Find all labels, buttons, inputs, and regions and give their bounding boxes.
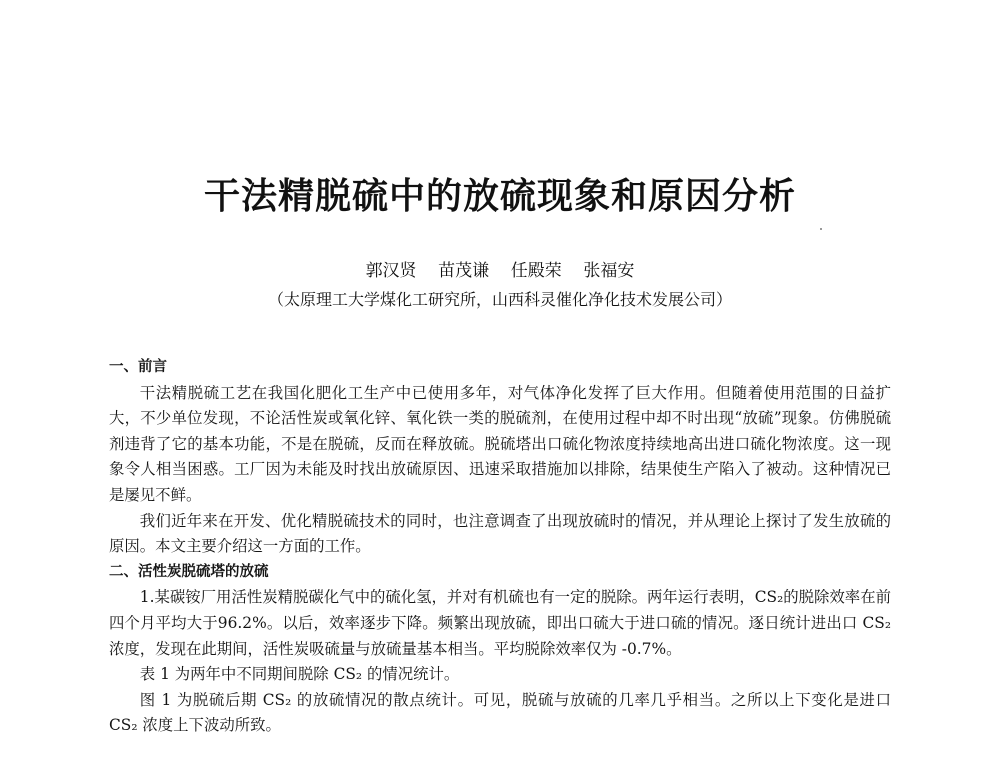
author-list: 郭汉贤 苗茂谦 任殿荣 张福安: [365, 261, 635, 281]
paragraph: 我们近年来在开发、优化精脱硫技术的同时，也注意调查了出现放硫时的情况，并从理论上探讨了发生放硫的原因。本文主要介绍这一方面的工作。: [109, 511, 891, 556]
section-heading-activated-carbon: 二、活性炭脱硫塔的放硫: [109, 563, 269, 580]
paragraph: 图 1 为脱硫后期 CS₂ 的放硫情况的散点统计。可见，脱硫与放硫的几率几乎相当。之所以上下变化是进口 CS₂ 浓度上下波动所致。: [109, 690, 891, 735]
paper-title: 干法精脱硫中的放硫现象和原因分析: [203, 176, 796, 217]
paragraph: 干法精脱硫工艺在我国化肥化工生产中已使用多年，对气体净化发挥了巨大作用。但随着使用范围的日益扩大，不少单位发现，不论活性炭或氧化锌、氧化铁一类的脱硫剂，在使用过程中却不时出现“放硫”现象。仿佛脱硫剂违背了它的基本功能，不是在脱硫，反而在释放硫。脱硫塔出口硫化物浓度持续地高出进口硫化物浓度。这一现象令人相当困惑。工厂因为未能及时找出放硫原因、迅速采取措施加以排除，结果使生产陷入了被动。这种情况已是屡见不鲜。: [109, 383, 891, 504]
author-affiliation: （太原理工大学煤化工研究所，山西科灵催化净化技术发展公司）: [267, 290, 732, 309]
scan-speck: [820, 228, 822, 230]
paragraph: 1.某碳铵厂用活性炭精脱碳化气中的硫化氢，并对有机硫也有一定的脱除。两年运行表明，CS₂的脱除效率在前四个月平均大于96.2%。以后，效率逐步下降。频繁出现放硫，即出口硫大于进口硫的情况。逐日统计进出口 CS₂ 浓度，发现在此期间，活性炭吸硫量与放硫量基本相当。平均脱除效率仅为 -0.7%。: [109, 588, 891, 658]
section-heading-introduction: 一、前言: [109, 359, 167, 375]
paper-body: [109, 355, 891, 739]
paragraph: 表 1 为两年中不同期间脱除 CS₂ 的情况统计。: [139, 665, 460, 684]
